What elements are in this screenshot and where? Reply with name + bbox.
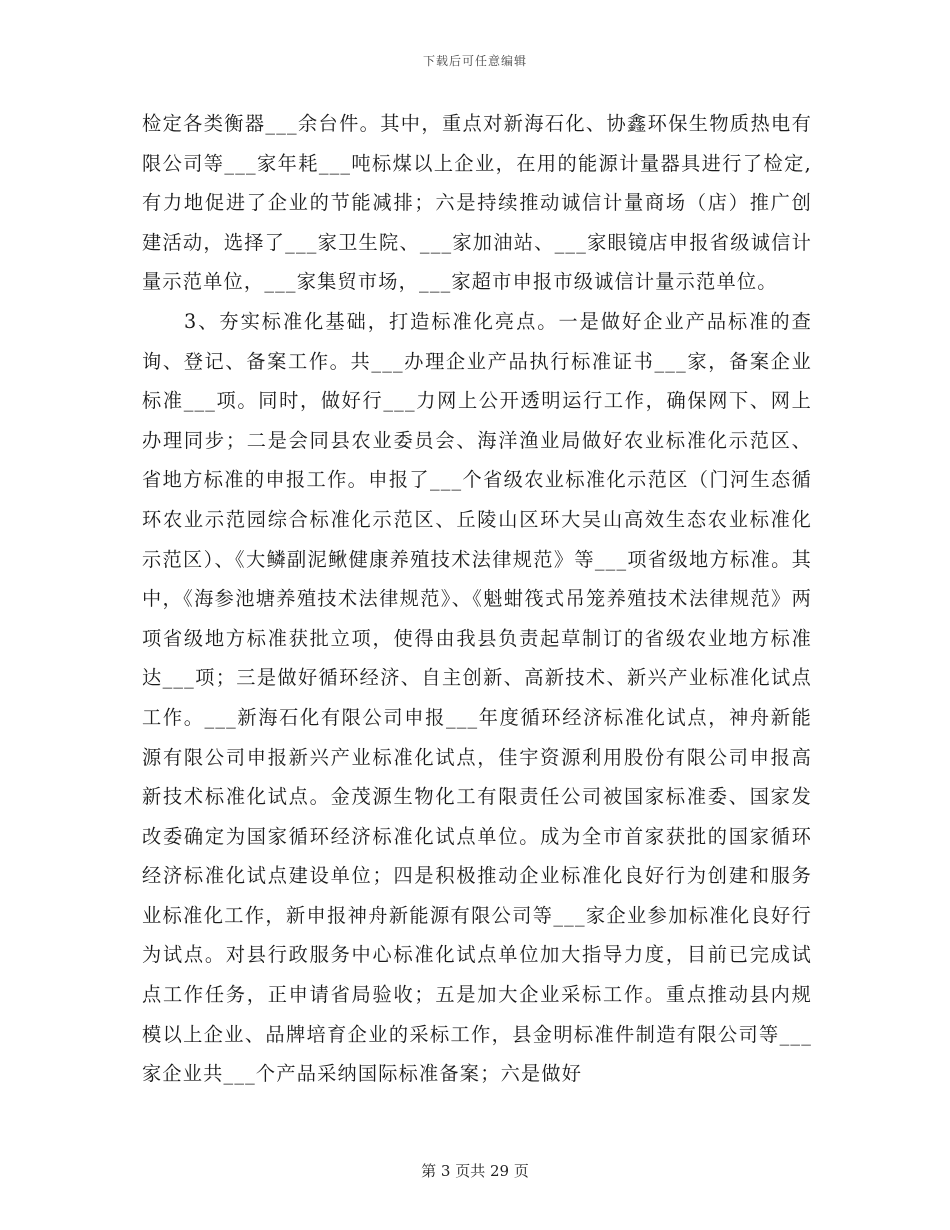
paragraph-1: 检定各类衡器___余台件。其中，重点对新海石化、协鑫环保生物质热电有限公司等___家年耗___吨标煤以上企业，在用的能源计量器具进行了检定,有力地促进了企业的节能减排；六是持续推动诚信计量商场（店）推广创建活动，选择了___家卫生院、___家加油站、___家眼镜店申报省级诚信计量示范单位，___家集贸市场，___家超市申报市级诚信计量示范单位。 [142, 112, 812, 294]
page-header: 下载后可任意编辑 [422, 54, 527, 68]
document-body [142, 104, 812, 1094]
page-number: 第 3 页共 29 页 [421, 1162, 529, 1180]
paragraph-2: 3、夯实标准化基础，打造标准化亮点。一是做好企业产品标准的查询、登记、备案工作。共___办理企业产品执行标准证书___家，备案企业标准___项。同时，做好行___力网上公开透明运行工作，确保网下、网上办理同步；二是会同县农业委员会、海洋渔业局做好农业标准化示范区、省地方标准的申报工作。申报了___个省级农业标准化示范区（门河生态循环农业示范园综合标准化示范区、丘陵山区环大吴山高效生态农业标准化示范区）、《大鳞副泥鳅健康养殖技术法律规范》等___项省级地方标准。其中，《海参池塘养殖技术法律规范》、《魁蚶筏式吊笼养殖技术法律规范》两项省级地方标准获批立项，使得由我县负责起草制订的省级农业地方标准达___项；三是做好循环经济、自主创新、高新技术、新兴产业标准化试点工作。___新海石化有限公司申报___年度循环经济标准化试点，神舟新能源有限公司申报新兴产业标准化试点，佳宇资源利用股份有限公司申报高新技术标准化试点。金茂源生物化工有限责任公司被国家标准委、国家发改委确定为国家循环经济标准化试点单位。成为全市首家获批的国家循环经济标准化试点建设单位；四是积极推动企业标准化良好行为创建和服务业标准化工作，新申报神舟新能源有限公司等___家企业参加标准化良好行为试点。对县行政服务中心标准化试点单位加大指导力度，目前已完成试点工作任务，正申请省局验收；五是加大企业采标工作。重点推动县内规模以上企业、品牌培育企业的采标工作，县金明标准件制造有限公司等___家企业共___个产品采纳国际标准备案；六是做好 [142, 309, 812, 1086]
